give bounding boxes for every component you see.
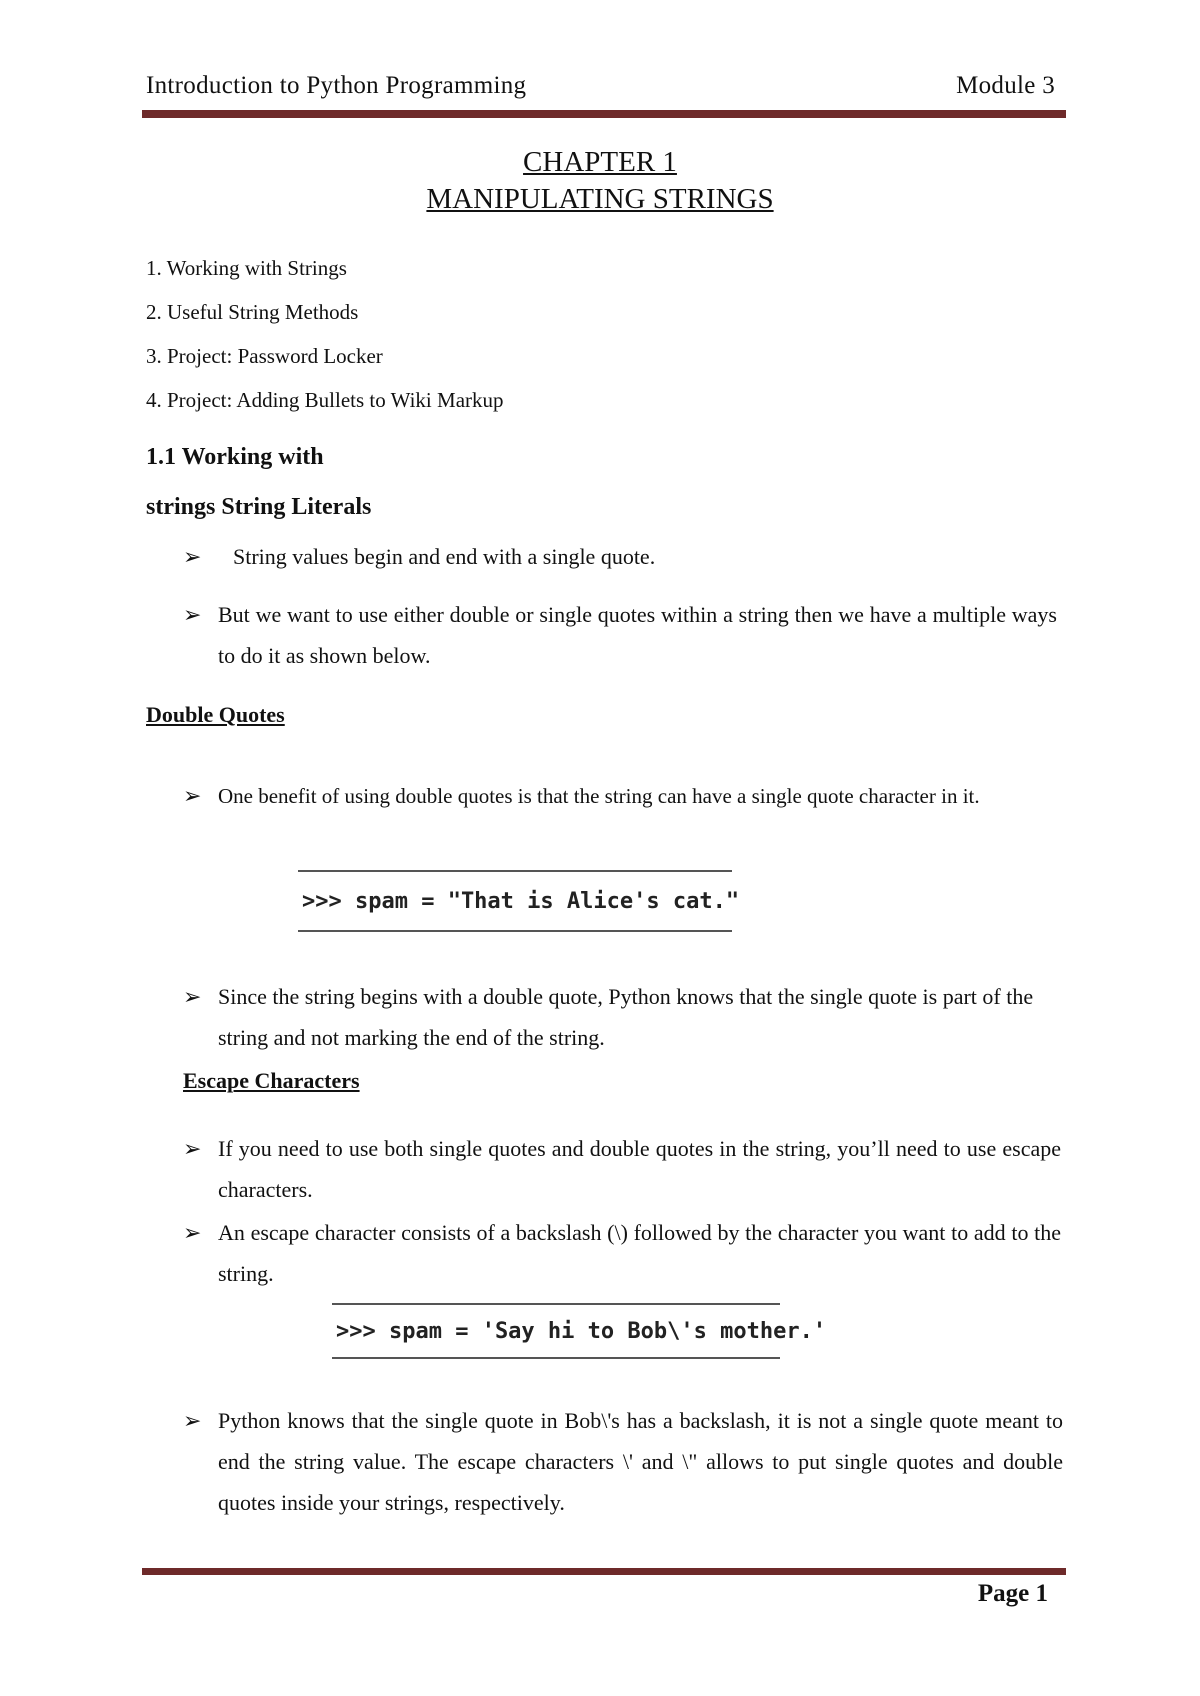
list-item-text: Since the string begins with a double quote, Python knows that the single quote is part of the string and not marking the end of the string.: [218, 984, 1034, 1050]
footer-rule: [142, 1568, 1066, 1575]
list-item-text: One benefit of using double quotes is that the string can have a single quote character in it.: [218, 784, 980, 808]
code-text: >>> spam = "That is Alice's cat.": [302, 888, 740, 914]
list-item: [183, 536, 1063, 577]
list-item-text: If you need to use both single quotes and double quotes in the string, you’ll need to use escape characters.: [218, 1136, 1061, 1202]
list-item: [183, 976, 1043, 1058]
running-header-title: Introduction to Python Programming: [146, 72, 527, 99]
bullet-arrow-icon: ➢: [183, 1136, 202, 1161]
list-item: [183, 1212, 1061, 1294]
toc-item-2: 2. Useful String Methods: [146, 300, 359, 324]
bullet-arrow-icon: ➢: [183, 1408, 202, 1433]
code-snippet: [332, 1303, 827, 1359]
list-item: [183, 782, 1043, 810]
chapter-title: MANIPULATING STRINGS: [426, 183, 774, 215]
toc-item-4: 4. Project: Adding Bullets to Wiki Markup: [146, 388, 504, 412]
list-item: [183, 1128, 1061, 1210]
bullet-arrow-icon: ➢: [183, 602, 202, 627]
bullet-arrow-icon: ➢: [183, 984, 202, 1009]
bullet-arrow-icon: ➢: [183, 544, 202, 569]
subheading-escape-characters: Escape Characters: [183, 1068, 360, 1093]
list-item-text: An escape character consists of a backslash (\) followed by the character you want to add to the string.: [218, 1220, 1061, 1286]
toc-item-1: 1. Working with Strings: [146, 256, 347, 280]
list-item: [183, 594, 1057, 676]
subheading-double-quotes: Double Quotes: [146, 702, 285, 727]
list-item-text: But we want to use either double or single quotes within a string then we have a multiple ways to do it as shown below.: [218, 602, 1057, 668]
list-item-text: Python knows that the single quote in Bob\'s has a backslash, it is not a single quote meant to end the string value. The escape characters \' and \" allows to put single quotes and double quotes inside your strings, respectively.: [218, 1408, 1063, 1515]
section-heading-line2: strings String Literals: [146, 494, 372, 520]
code-snippet: [298, 870, 740, 932]
page-number: Page 1: [977, 1580, 1048, 1607]
bullet-arrow-icon: ➢: [183, 1220, 202, 1245]
toc-item-3: 3. Project: Password Locker: [146, 344, 383, 368]
list-item: [183, 1400, 1063, 1523]
header-rule: [142, 110, 1066, 118]
section-heading-line1: 1.1 Working with: [146, 444, 324, 470]
running-header-module: Module 3: [956, 72, 1055, 99]
bullet-arrow-icon: ➢: [183, 783, 202, 808]
list-item-text: String values begin and end with a single quote.: [233, 544, 656, 569]
code-text: >>> spam = 'Say hi to Bob\'s mother.': [336, 1318, 827, 1344]
chapter-number: CHAPTER 1: [523, 146, 677, 178]
